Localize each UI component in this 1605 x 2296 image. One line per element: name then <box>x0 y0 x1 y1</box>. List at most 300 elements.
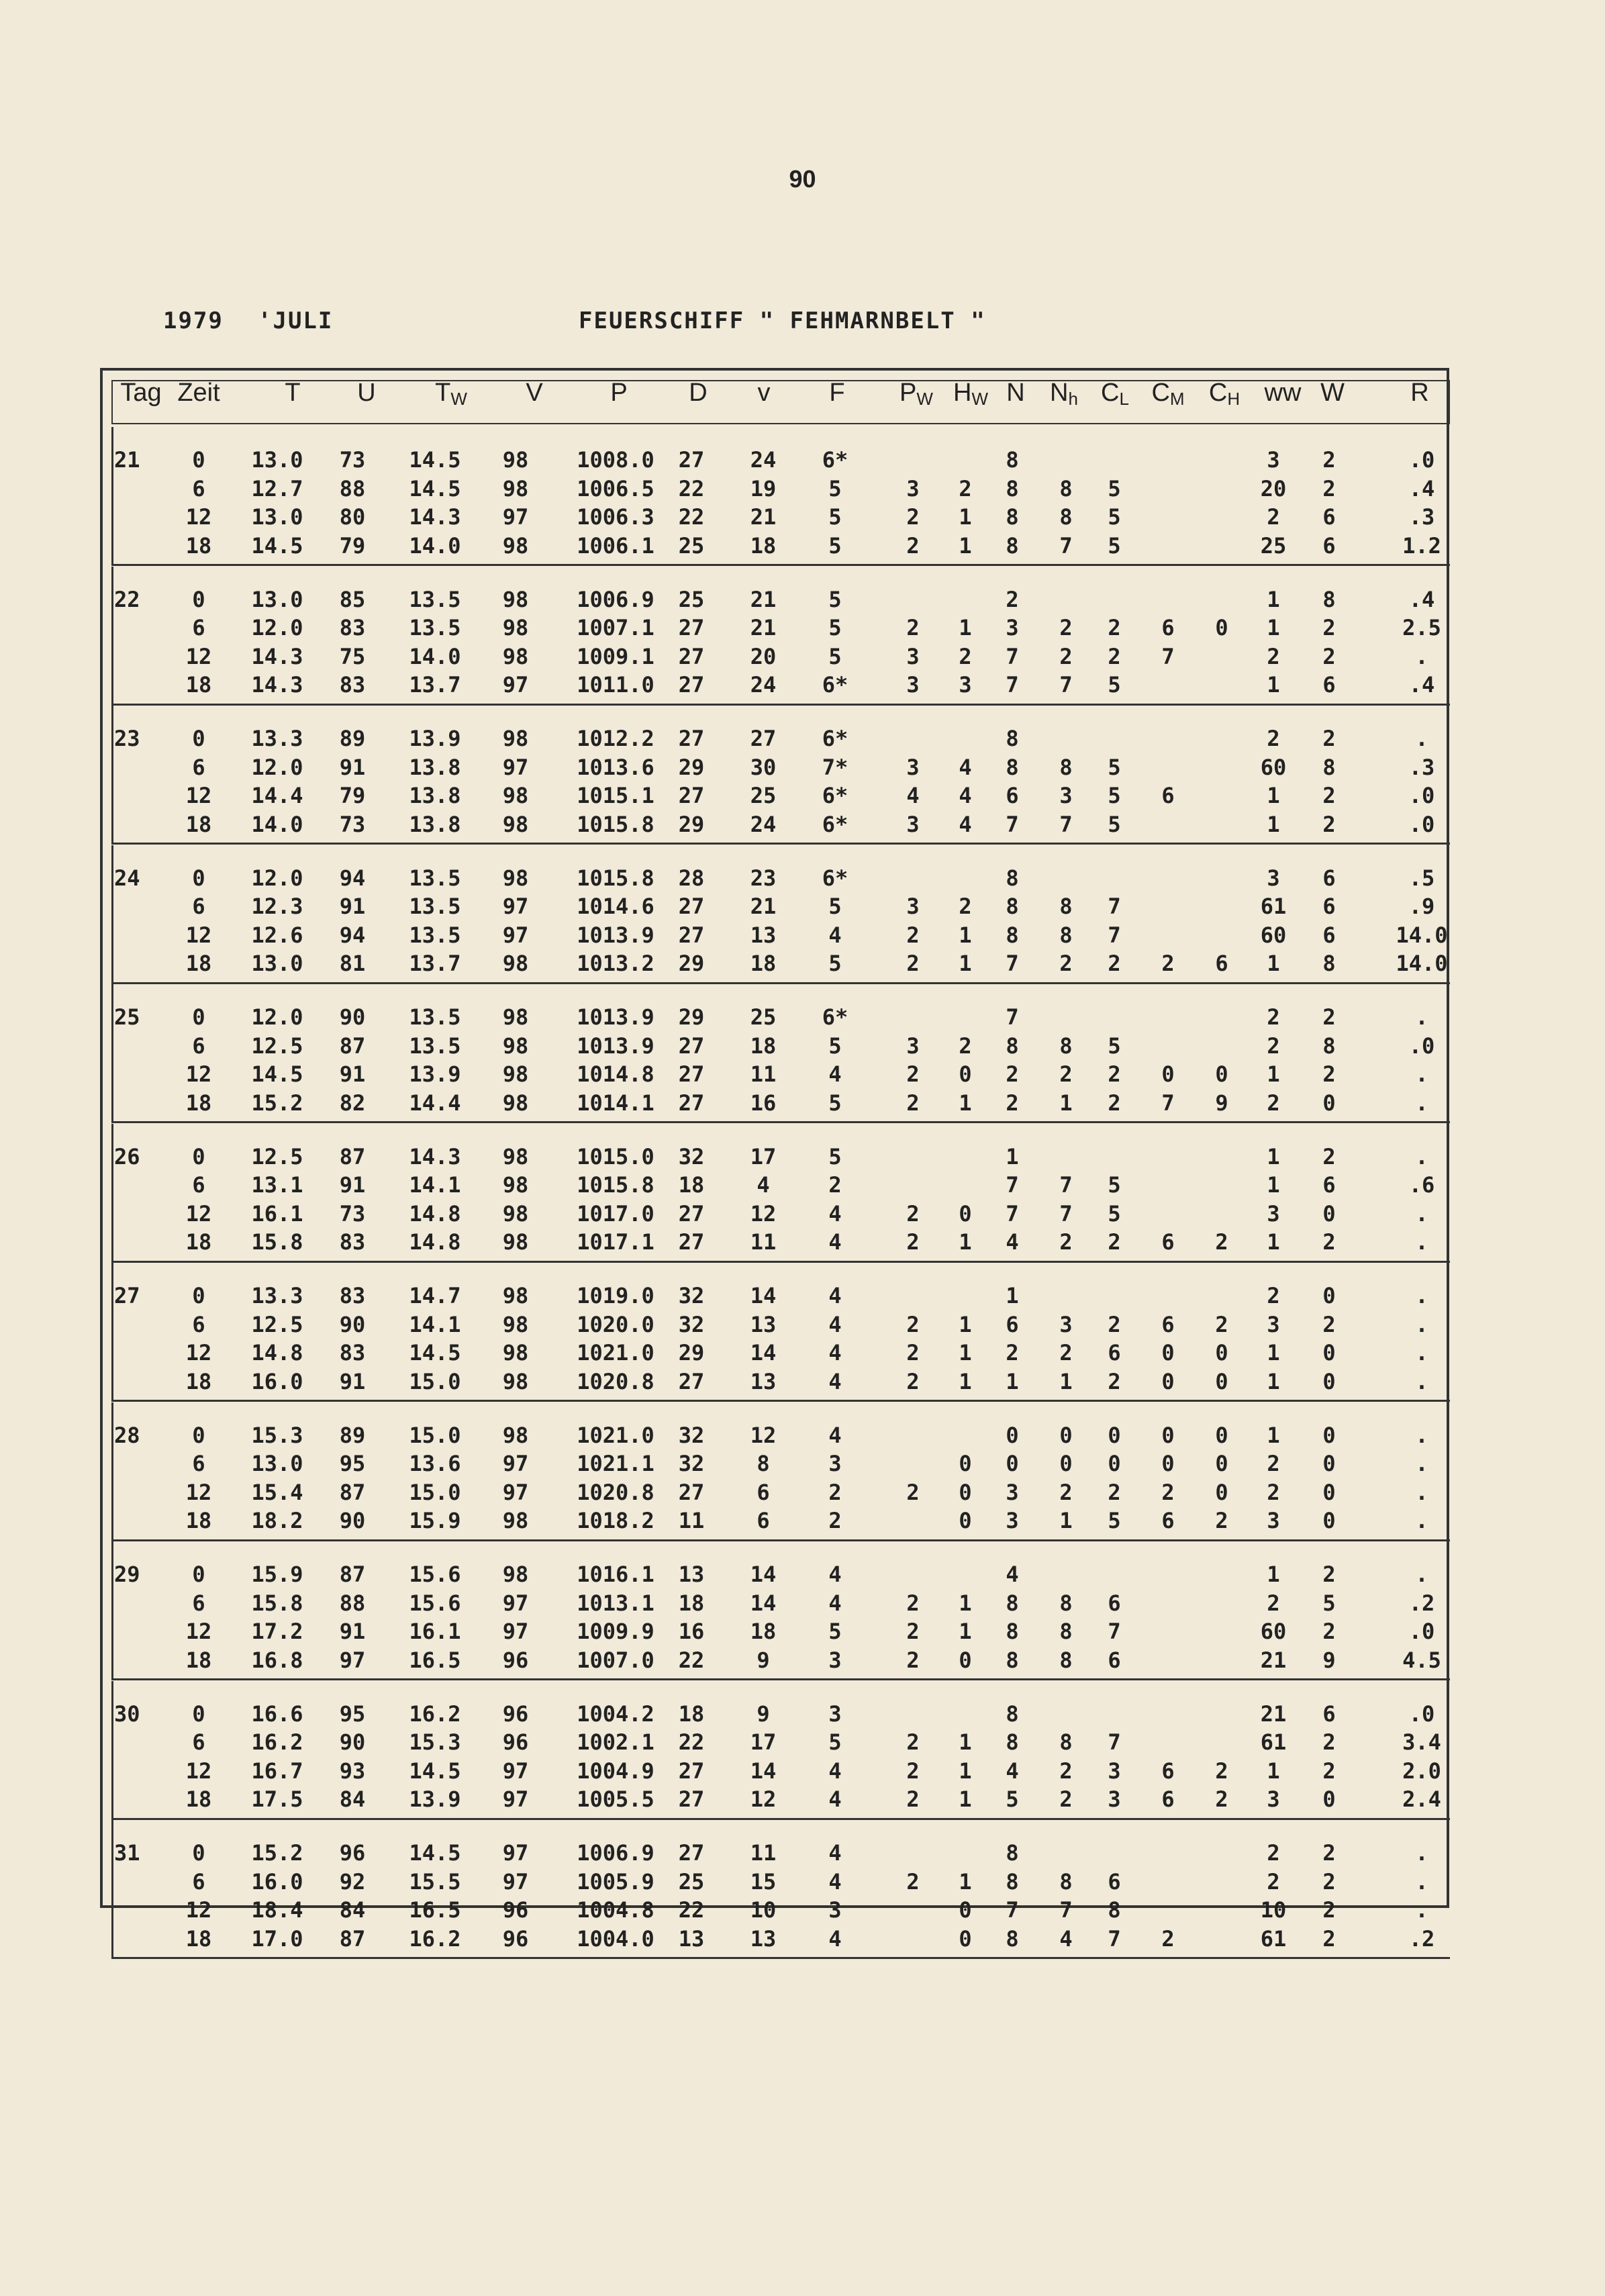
table-cell: . <box>1415 1143 1428 1169</box>
table-cell: 0 <box>192 1283 205 1308</box>
table-cell: 8 <box>1059 922 1073 948</box>
table-cell: 6 <box>1322 922 1336 948</box>
table-cell: 0 <box>959 1897 972 1923</box>
table-cell: 6 <box>1108 1647 1121 1673</box>
table-cell: 6* <box>822 726 848 751</box>
table-cell: 8 <box>1006 504 1019 530</box>
table-cell: 1 <box>959 1619 972 1644</box>
table-cell: 2 <box>959 1033 972 1059</box>
table-cell: 0 <box>192 865 205 891</box>
table-cell: 2 <box>906 1590 920 1616</box>
table-cell: 6 <box>1322 532 1336 559</box>
table-cell: 27 <box>678 783 705 808</box>
table-cell: 22 <box>678 1729 705 1755</box>
table-cell: 95 <box>339 1701 366 1727</box>
table-cell: 12 <box>185 783 212 808</box>
table-cell: 27 <box>678 1090 705 1116</box>
table-cell: 1 <box>1006 1368 1019 1394</box>
table-cell: 2.5 <box>1402 615 1441 640</box>
table-cell: 3 <box>1006 1479 1019 1505</box>
table-cell: 0 <box>192 447 205 473</box>
table-cell: 24 <box>750 672 777 698</box>
table-cell: 8 <box>1322 1033 1336 1059</box>
table-cell: 13.6 <box>409 1451 461 1476</box>
table-cell: 8 <box>1006 1647 1019 1673</box>
table-cell: 5 <box>828 615 842 640</box>
table-cell: 7 <box>1006 811 1019 837</box>
table-cell: 12.3 <box>251 894 303 919</box>
table-cell: 27 <box>678 615 705 640</box>
table-cell: 1004.2 <box>577 1701 654 1727</box>
table-cell: 85 <box>339 586 366 612</box>
table-cell: . <box>1415 1229 1428 1255</box>
column-header <box>1410 379 1428 408</box>
table-cell: 98 <box>502 811 529 837</box>
column-header-label: U <box>357 379 376 407</box>
table-cell: 1 <box>1006 1283 1019 1308</box>
table-cell: 98 <box>502 1562 529 1587</box>
table-cell: 16.0 <box>251 1368 303 1394</box>
table-cell: 21 <box>750 615 777 640</box>
table-cell: 2 <box>1322 783 1336 808</box>
table-cell: 6* <box>822 783 848 808</box>
table-cell: .4 <box>1408 586 1435 612</box>
table-cell: 12 <box>185 1340 212 1366</box>
table-cell: 2 <box>1161 951 1175 976</box>
table-cell: 1 <box>959 1729 972 1755</box>
table-cell: 0 <box>1322 1451 1336 1476</box>
table-cell: 9 <box>1322 1647 1336 1673</box>
table-cell: 29 <box>678 811 705 837</box>
table-cell: 2 <box>906 504 920 530</box>
table-cell: 3 <box>1267 1786 1280 1812</box>
table-cell: 1 <box>1267 1562 1280 1587</box>
table-cell: 6 <box>1161 615 1175 640</box>
table-cell: 87 <box>339 1925 366 1952</box>
table-cell: 12 <box>185 1758 212 1784</box>
table-cell: 4 <box>828 1229 842 1255</box>
table-cell: 2 <box>906 1340 920 1366</box>
table-cell: 6 <box>192 1729 205 1755</box>
table-cell: 7 <box>1006 1172 1019 1198</box>
table-cell: 4 <box>828 1311 842 1337</box>
table-cell: 0 <box>1215 1451 1228 1476</box>
table-cell: 7 <box>1108 1729 1121 1755</box>
table-cell: 12 <box>750 1786 777 1812</box>
column-header-subscript: W <box>916 389 933 409</box>
table-cell: 14.5 <box>409 475 461 501</box>
table-cell: 7 <box>1108 894 1121 919</box>
table-cell: 1015.1 <box>577 783 654 808</box>
table-cell: 18 <box>185 1508 212 1533</box>
table-cell: 1 <box>1267 615 1280 640</box>
table-cell: 0 <box>1161 1340 1175 1366</box>
table-cell: 2 <box>1322 1897 1336 1923</box>
table-cell: 1 <box>959 951 972 976</box>
table-cell: 14.4 <box>251 783 303 808</box>
table-cell: 0 <box>1322 1283 1336 1308</box>
table-cell: 4 <box>828 1758 842 1784</box>
table-cell: 22 <box>678 1897 705 1923</box>
table-cell: 60 <box>1260 754 1287 780</box>
day-label: 23 <box>114 726 140 751</box>
table-cell: 90 <box>339 1311 366 1337</box>
table-cell: 0 <box>1322 1422 1336 1448</box>
table-cell: 14.5 <box>409 1840 461 1866</box>
table-cell: 3 <box>906 811 920 837</box>
table-cell: 5 <box>1108 1200 1121 1227</box>
table-cell: 16.0 <box>251 1868 303 1895</box>
table-cell: 98 <box>502 1368 529 1394</box>
table-cell: 0 <box>1215 1368 1228 1394</box>
table-cell: 14.3 <box>251 672 303 698</box>
table-cell: 1 <box>959 1758 972 1784</box>
table-cell: 0 <box>1215 615 1228 640</box>
table-cell: 11 <box>750 1061 777 1087</box>
table-cell: 87 <box>339 1562 366 1587</box>
table-cell: 4 <box>959 783 972 808</box>
table-cell: 18 <box>185 672 212 698</box>
table-cell: 5 <box>828 951 842 976</box>
table-cell: 1 <box>1267 1368 1280 1394</box>
table-cell: 5 <box>1322 1590 1336 1616</box>
table-cell: 2 <box>906 1090 920 1116</box>
table-cell: 3 <box>1006 615 1019 640</box>
column-header-label: V <box>526 379 543 407</box>
table-cell: 97 <box>502 672 529 698</box>
table-cell: 1 <box>1267 1061 1280 1087</box>
table-cell: 18 <box>185 1925 212 1952</box>
table-cell: 2 <box>1322 1562 1336 1587</box>
column-header-label: Zeit <box>177 379 220 407</box>
table-cell: 12.5 <box>251 1311 303 1337</box>
table-cell: 16.7 <box>251 1758 303 1784</box>
table-cell: 14 <box>750 1758 777 1784</box>
table-cell: 1 <box>1267 1143 1280 1169</box>
table-cell: 18 <box>750 1619 777 1644</box>
table-cell: . <box>1415 1840 1428 1866</box>
table-cell: 2 <box>1267 1283 1280 1308</box>
table-cell: 2 <box>1108 615 1121 640</box>
table-cell: 8 <box>1059 1590 1073 1616</box>
table-cell: 1015.8 <box>577 865 654 891</box>
table-cell: 0 <box>1215 1479 1228 1505</box>
table-cell: 1015.0 <box>577 1143 654 1169</box>
table-cell: 1 <box>959 1229 972 1255</box>
table-cell: 73 <box>339 811 366 837</box>
table-cell: .4 <box>1408 475 1435 501</box>
table-cell: 14.8 <box>409 1229 461 1255</box>
table-cell: 2 <box>1322 1311 1336 1337</box>
table-cell: 97 <box>502 922 529 948</box>
table-cell: 18.4 <box>251 1897 303 1923</box>
table-cell: 9 <box>757 1647 770 1673</box>
table-cell: 9 <box>757 1701 770 1727</box>
day-block <box>111 567 1450 706</box>
table-cell: 1 <box>1059 1090 1073 1116</box>
table-cell: 2 <box>1322 1868 1336 1895</box>
table-cell: 6 <box>757 1508 770 1533</box>
table-cell: 8 <box>1006 1619 1019 1644</box>
table-cell: 87 <box>339 1143 366 1169</box>
table-cell: 0 <box>959 1508 972 1533</box>
table-cell: 3 <box>1006 1508 1019 1533</box>
table-cell: 2 <box>1215 1229 1228 1255</box>
table-cell: 4 <box>828 1562 842 1587</box>
table-cell: 6 <box>192 475 205 501</box>
column-header-label: C <box>1151 379 1170 407</box>
table-cell: 12 <box>185 1479 212 1505</box>
table-cell: 97 <box>502 1479 529 1505</box>
table-cell: 87 <box>339 1479 366 1505</box>
table-cell: 1 <box>959 532 972 559</box>
table-cell: 14.5 <box>409 1758 461 1784</box>
table-cell: 3 <box>1267 865 1280 891</box>
table-cell: 0 <box>959 1479 972 1505</box>
column-header <box>610 379 627 408</box>
table-cell: 7 <box>1059 1897 1073 1923</box>
table-cell: 6 <box>1108 1340 1121 1366</box>
table-cell: 0 <box>192 1143 205 1169</box>
table-cell: 2 <box>1322 447 1336 473</box>
table-cell: 12 <box>185 504 212 530</box>
table-cell: 97 <box>502 1758 529 1784</box>
table-cell: 15.0 <box>409 1479 461 1505</box>
table-cell: 4 <box>828 1868 842 1895</box>
table-cell: 0 <box>1006 1422 1019 1448</box>
table-cell: 32 <box>678 1422 705 1448</box>
table-cell: 20 <box>1260 475 1287 501</box>
table-cell: 15.5 <box>409 1868 461 1895</box>
column-header <box>1209 379 1240 410</box>
table-cell: 1020.8 <box>577 1368 654 1394</box>
column-header-subscript: L <box>1119 389 1129 409</box>
table-cell: .0 <box>1408 1619 1435 1644</box>
table-cell: 6 <box>1322 1172 1336 1198</box>
table-cell: 2 <box>959 894 972 919</box>
table-cell: 24 <box>750 811 777 837</box>
table-cell: 2 <box>906 1229 920 1255</box>
table-cell: 2 <box>906 1311 920 1337</box>
table-cell: .3 <box>1408 754 1435 780</box>
table-cell: 2 <box>828 1508 842 1533</box>
table-cell: 2 <box>1108 643 1121 669</box>
table-cell: 6 <box>1322 894 1336 919</box>
table-cell: 4 <box>1006 1562 1019 1587</box>
table-cell: 2 <box>1322 726 1336 751</box>
table-cell: 0 <box>1322 1786 1336 1812</box>
table-cell: .4 <box>1408 672 1435 698</box>
table-cell: 13.9 <box>409 1061 461 1087</box>
day-label: 26 <box>114 1143 140 1169</box>
table-cell: 98 <box>502 475 529 501</box>
table-cell: 2.4 <box>1402 1786 1441 1812</box>
table-cell: 90 <box>339 1729 366 1755</box>
table-cell: 2 <box>1215 1758 1228 1784</box>
table-cell: 8 <box>1322 754 1336 780</box>
table-cell: 1016.1 <box>577 1562 654 1587</box>
table-cell: 0 <box>1215 1061 1228 1087</box>
column-header <box>1101 379 1129 410</box>
table-cell: 6 <box>1322 672 1336 698</box>
table-cell: 6 <box>192 754 205 780</box>
column-header-label: T <box>285 379 301 407</box>
table-cell: 1 <box>1267 1340 1280 1366</box>
table-cell: 1006.9 <box>577 1840 654 1866</box>
table-cell: . <box>1415 1508 1428 1533</box>
table-cell: 0 <box>192 1422 205 1448</box>
table-cell: 6 <box>1215 951 1228 976</box>
table-cell: 60 <box>1260 1619 1287 1644</box>
table-cell: 3 <box>828 1647 842 1673</box>
column-header-label: Tag <box>120 379 162 407</box>
table-cell: 0 <box>959 1647 972 1673</box>
day-block <box>111 1263 1450 1402</box>
table-cell: 92 <box>339 1868 366 1895</box>
table-cell: 16.5 <box>409 1647 461 1673</box>
table-cell: 1019.0 <box>577 1283 654 1308</box>
table-cell: 7 <box>1006 1200 1019 1227</box>
table-cell: 0 <box>1161 1422 1175 1448</box>
table-cell: 8 <box>1006 865 1019 891</box>
table-cell: 16.2 <box>251 1729 303 1755</box>
table-cell: 1021.1 <box>577 1451 654 1476</box>
column-header-subscript: H <box>1227 389 1241 409</box>
table-cell: 15.2 <box>251 1840 303 1866</box>
table-cell: 10 <box>1260 1897 1287 1923</box>
table-cell: 2 <box>1215 1786 1228 1812</box>
table-cell: 8 <box>1006 1925 1019 1952</box>
table-cell: 91 <box>339 1619 366 1644</box>
day-block <box>111 427 1450 566</box>
table-cell: 14.0 <box>409 643 461 669</box>
table-cell: .5 <box>1408 865 1435 891</box>
table-cell: 13.0 <box>251 951 303 976</box>
table-cell: 90 <box>339 1004 366 1030</box>
table-cell: 96 <box>502 1925 529 1952</box>
table-cell: 2 <box>1267 1590 1280 1616</box>
table-cell: 7 <box>1108 1619 1121 1644</box>
table-cell: 0 <box>192 726 205 751</box>
table-cell: 27 <box>678 1758 705 1784</box>
table-cell: . <box>1415 1200 1428 1227</box>
table-cell: 91 <box>339 1172 366 1198</box>
table-cell: .6 <box>1408 1172 1435 1198</box>
table-cell: 1 <box>959 1868 972 1895</box>
table-cell: 25 <box>678 1868 705 1895</box>
table-cell: 4 <box>959 754 972 780</box>
table-cell: 25 <box>1260 532 1287 559</box>
table-cell: 5 <box>1108 475 1121 501</box>
table-cell: 9 <box>1215 1090 1228 1116</box>
table-cell: .0 <box>1408 783 1435 808</box>
table-cell: 0 <box>1322 1200 1336 1227</box>
table-cell: 0 <box>1006 1451 1019 1476</box>
table-cell: 4 <box>828 1283 842 1308</box>
table-cell: 27 <box>750 726 777 751</box>
table-cell: 7 <box>1108 1925 1121 1952</box>
table-cell: 14.8 <box>251 1340 303 1366</box>
table-cell: 29 <box>678 1004 705 1030</box>
table-cell: 8 <box>1006 447 1019 473</box>
table-cell: 98 <box>502 1422 529 1448</box>
table-cell: 83 <box>339 1283 366 1308</box>
table-cell: 14.5 <box>251 1061 303 1087</box>
table-cell: 6 <box>192 1172 205 1198</box>
table-cell: 7 <box>1161 1090 1175 1116</box>
table-cell: 8 <box>1322 586 1336 612</box>
table-cell: . <box>1415 1340 1428 1366</box>
table-cell: 60 <box>1260 922 1287 948</box>
table-cell: 1 <box>1059 1508 1073 1533</box>
table-cell: 98 <box>502 1508 529 1533</box>
table-cell: 5 <box>1108 1033 1121 1059</box>
column-header-label: P <box>899 379 917 407</box>
table-cell: 3 <box>828 1897 842 1923</box>
column-header <box>758 379 771 408</box>
table-cell: 3 <box>906 754 920 780</box>
table-cell: 21 <box>1260 1647 1287 1673</box>
day-block <box>111 1820 1450 1959</box>
table-cell: 32 <box>678 1143 705 1169</box>
table-cell: 2 <box>1215 1508 1228 1533</box>
table-cell: 98 <box>502 1033 529 1059</box>
table-cell: 13.5 <box>409 865 461 891</box>
table-cell: 1 <box>959 1340 972 1366</box>
table-cell: 1006.1 <box>577 532 654 559</box>
table-cell: 5 <box>828 586 842 612</box>
table-cell: 1006.3 <box>577 504 654 530</box>
table-cell: 14.3 <box>409 504 461 530</box>
table-cell: 3 <box>1267 1200 1280 1227</box>
table-cell: 1021.0 <box>577 1340 654 1366</box>
table-cell: 27 <box>678 922 705 948</box>
table-cell: 13 <box>750 922 777 948</box>
table-cell: 18 <box>185 1090 212 1116</box>
table-cell: 8 <box>1006 532 1019 559</box>
table-cell: 96 <box>502 1647 529 1673</box>
column-header-row <box>111 380 1450 424</box>
table-cell: 7 <box>1108 922 1121 948</box>
table-cell: 73 <box>339 1200 366 1227</box>
table-cell: 21 <box>1260 1701 1287 1727</box>
table-cell: 6 <box>757 1479 770 1505</box>
table-cell: 7 <box>1059 1200 1073 1227</box>
table-cell: 18 <box>678 1590 705 1616</box>
column-header <box>689 379 707 408</box>
table-cell: 13.5 <box>409 894 461 919</box>
table-cell: 23 <box>750 865 777 891</box>
table-cell: 1 <box>1267 1422 1280 1448</box>
table-cell: 13.3 <box>251 1283 303 1308</box>
table-cell: 1004.8 <box>577 1897 654 1923</box>
table-cell: 12.0 <box>251 615 303 640</box>
table-cell: 2 <box>828 1172 842 1198</box>
table-cell: 81 <box>339 951 366 976</box>
header-title: FEUERSCHIFF " FEHMARNBELT " <box>579 307 986 334</box>
table-cell: 5 <box>828 532 842 559</box>
table-cell: 3 <box>906 894 920 919</box>
table-cell: 4 <box>906 783 920 808</box>
day-block <box>111 1124 1450 1263</box>
table-cell: 98 <box>502 1340 529 1366</box>
table-cell: 5 <box>828 1143 842 1169</box>
table-cell: 6 <box>1161 783 1175 808</box>
table-cell: 7 <box>1059 811 1073 837</box>
table-cell: 1012.2 <box>577 726 654 751</box>
table-cell: 14 <box>750 1590 777 1616</box>
table-cell: 2 <box>1161 1479 1175 1505</box>
